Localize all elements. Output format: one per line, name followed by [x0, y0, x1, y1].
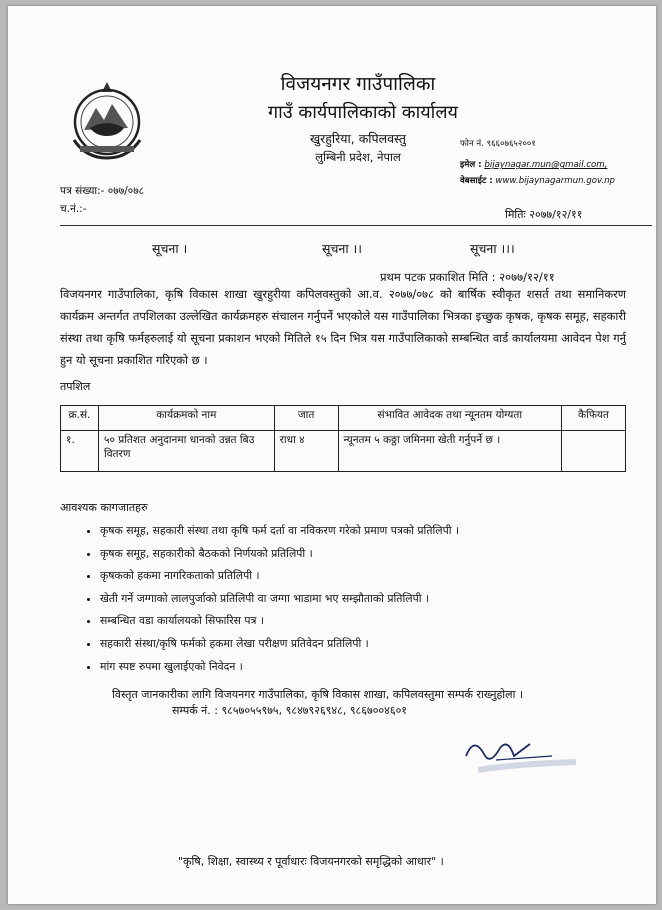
table-row — [61, 431, 626, 472]
nepal-emblem-icon — [66, 78, 148, 162]
list-item: • खेती गर्ने जग्गाको लालपुर्जाको प्रतिलिपी वा जग्गा भाडामा भए सम्झौताको प्रतिलिपी । — [100, 588, 620, 611]
list-item: • कृषक समूह, सहकारी संस्था तथा कृषि फर्म दर्ता वा नविकरण गरेको प्रमाण पत्रको प्रतिलिपी । — [100, 520, 620, 543]
email-label: इमेल : — [460, 160, 482, 170]
phone-number: ९६६०७६५२००१ — [486, 139, 536, 149]
dispatch-number: च.नं.:- — [60, 203, 87, 215]
cell-remarks — [562, 431, 626, 472]
notice-label-1: सूचना । — [152, 241, 188, 256]
notice-body: विजयनगर गाउँपालिका, कृषि विकास शाखा खुरहुरीया कपिलवस्तुको आ.व. २०७७/०७८ को बार्षिक स्वीकृत शसर्त तथा समानिकरण कार्यक्रम अन्तर्गत तपशिलका उल्लेखित कार्यक्रमहरु संचालन गर्नुपर्ने भएकोले यस गाउँपालिका भित्रका इच्छुक कृषक, कृषक समूह, सहकारी संस्था तथा कृषि फर्महरुलाई यो सूचना प्रकाशन भएको मितिले १५ दिन भित्र यस गाउँपालिकाको सम्बन्धित वार्ड कार्यालयमा आवेदन पेश गर्नु हुन यो सूचना प्रकाशित गरिएको छ । — [60, 287, 626, 367]
program-table — [60, 405, 626, 472]
header-serial: क्र.सं. — [61, 406, 99, 431]
notice-label-3: सूचना ।।। — [470, 241, 515, 256]
list-item: • कृषक समूह, सहकारीको बैठकको निर्णयको प्रतिलिपी । — [100, 543, 620, 566]
documents-list — [82, 520, 620, 678]
cell-variety: राधा ४ — [274, 431, 338, 472]
office-province: लुम्बिनी प्रदेश, नेपाल — [315, 150, 401, 164]
website-link[interactable]: www.bijaynagarmun.gov.np — [495, 176, 615, 186]
header-program: कार्यक्रमको नाम — [98, 406, 274, 431]
cell-eligibility: न्यूनतम ५ कठ्ठा जमिनमा खेती गर्नुपर्ने छ । — [338, 431, 562, 472]
header-divider — [60, 225, 652, 226]
office-address: खुरहुरिया, कपिलवस्तु — [309, 131, 407, 146]
header-variety: जात — [274, 406, 338, 431]
phone-label: फोन नं. — [460, 139, 484, 149]
list-item: • कृषकको हकमा नागरिकताको प्रतिलिपी । — [100, 565, 620, 588]
office-name: गाउँ कार्यपालिकाको कार्यालय — [268, 102, 458, 123]
contact-email — [460, 158, 607, 170]
table-header-row — [61, 406, 626, 431]
contact-website — [460, 174, 615, 186]
first-published-date: प्रथम पटक प्रकाशित मिति : २०७७/१२/११ — [380, 270, 555, 284]
letter-date: मितिः २०७७/१२/११ — [505, 208, 583, 221]
details-label: तपशिल — [60, 380, 91, 393]
header-eligibility: संभावित आवेदक तथा न्यूनतम योग्यता — [338, 406, 562, 431]
cell-program: ५० प्रतिशत अनुदानमा धानको उन्नत बिउ वितरण — [98, 431, 274, 472]
slogan: "कृषि, शिक्षा, स्वास्थ्य र पूर्वाधारः विजयनगरको समृद्धिको आधार" । — [178, 855, 444, 868]
notice-label-2: सूचना ।। — [322, 241, 363, 256]
list-item: • सहकारी संस्था/कृषि फर्मको हकमा लेखा परीक्षण प्रतिवेदन प्रतिलिपी । — [100, 633, 620, 656]
contact-phone — [460, 137, 536, 149]
signature-icon — [456, 726, 596, 782]
list-item: • सम्बन्धित वडा कार्यालयको सिफारिस पत्र । — [100, 610, 620, 633]
municipality-name: विजयनगर गाउँपालिका — [280, 73, 436, 95]
cell-serial: १. — [61, 431, 99, 472]
header-remarks: कैफियत — [562, 406, 626, 431]
email-link[interactable]: bijaynagar.mun@gmail.com, — [484, 160, 608, 170]
list-item: • मांग स्पष्ट रुपमा खुलाईएको निवेदन । — [100, 656, 620, 679]
documents-title: आवश्यक कागजातहरु — [60, 501, 148, 514]
notice-page — [8, 6, 656, 904]
letter-number: पत्र संख्या:- ०७७/०७८ — [60, 185, 145, 197]
web-label: वेबसाईट : — [460, 176, 493, 186]
contact-numbers: सम्पर्क नं. : ९८५७०५५९७५, ९८४७९२६९४८, ९८६७००४६०१ — [172, 704, 408, 717]
info-note: विस्तृत जानकारीका लागि विजयनगर गाउँपालिका, कृषि विकास शाखा, कपिलवस्तुमा सम्पर्क राख्नुहोला । — [112, 688, 524, 701]
